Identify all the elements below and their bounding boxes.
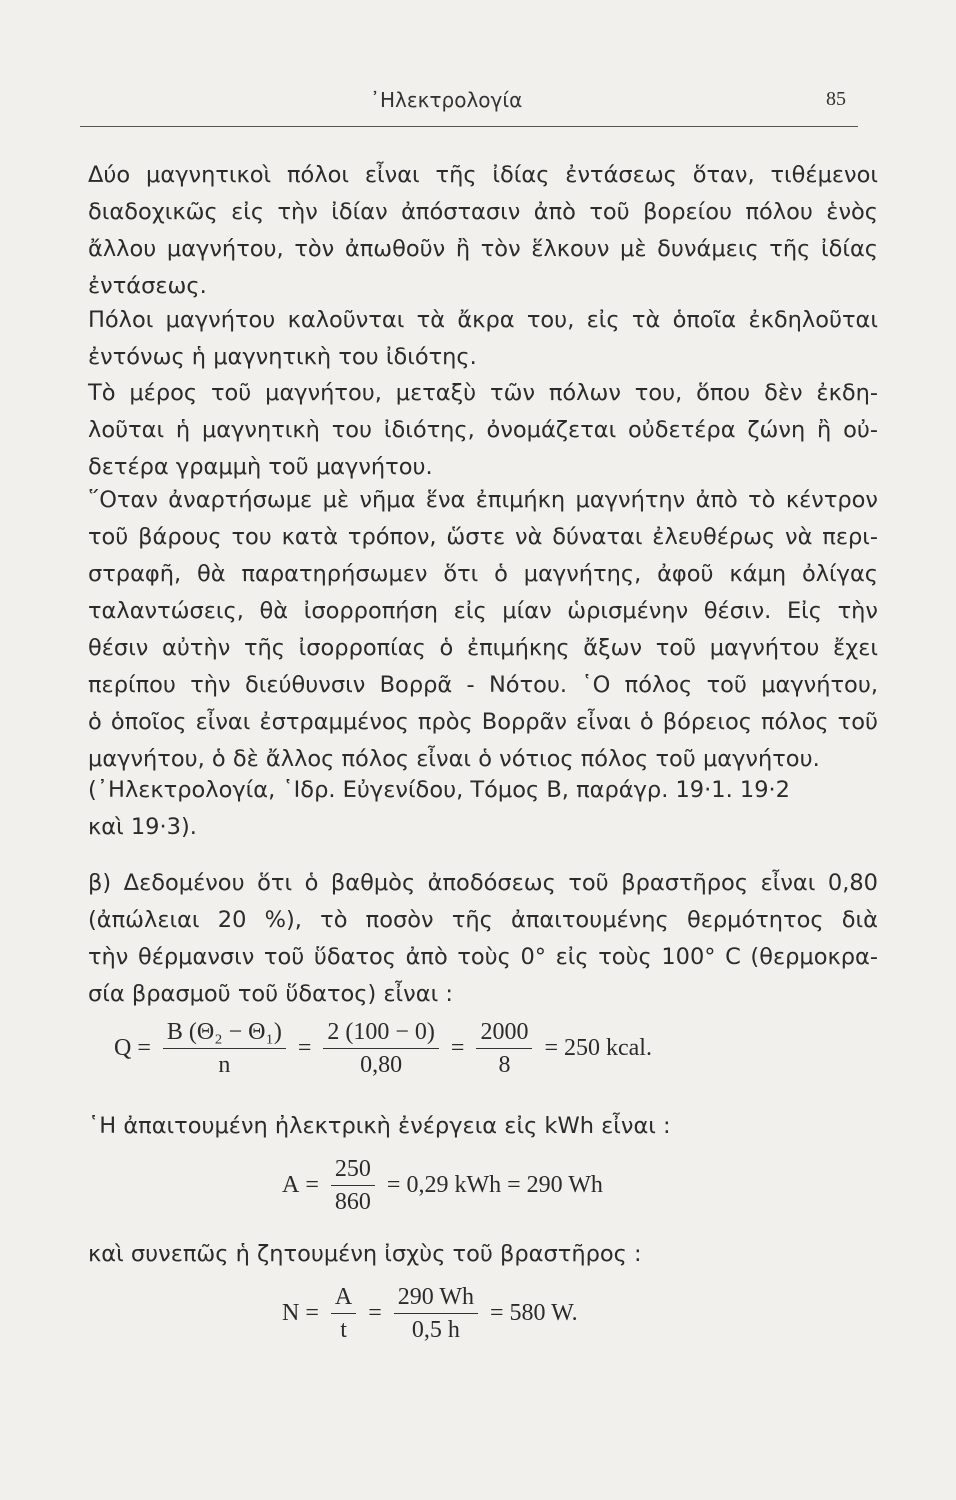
denominator: n — [218, 1052, 231, 1078]
fraction — [331, 1155, 375, 1216]
text-line: σία βρασμοῦ τοῦ ὕδατος) εἶναι : — [88, 981, 453, 1007]
formula-result: 0,29 kWh = 290 Wh — [406, 1172, 603, 1198]
denominator: 0,5 h — [411, 1317, 460, 1343]
text-line: Τὸ μέρος τοῦ μαγνήτου, μεταξὺ τῶν πόλων του, ὅπου δὲν ἐκδη- — [88, 380, 878, 406]
equals-sign: = — [305, 1300, 319, 1326]
text-line: (᾽Ηλεκτρολογία, ῾Ιδρ. Εὐγενίδου, Τόμος Β, παράγρ. 19·1. 19·2 — [88, 777, 790, 803]
text-line: καὶ 19·3). — [88, 814, 197, 840]
denominator: 8 — [498, 1052, 511, 1078]
header-divider — [80, 126, 858, 127]
text-line: β) Δεδομένου ὅτι ὁ βαθμὸς ἀποδόσεως τοῦ βραστῆρος εἶναι 0,80 — [88, 870, 878, 896]
text-line: τὴν θέρμανσιν τοῦ ὕδατος ἀπὸ τοὺς 0° εἰς τοὺς 100° C (θερμοκρα- — [88, 944, 878, 970]
text-line: ῾Η ἀπαιτουμένη ἠλεκτρικὴ ἐνέργεια εἰς kWh εἶναι : — [88, 1113, 671, 1139]
paragraph-neutral-zone — [88, 375, 878, 486]
formula-lhs: A — [282, 1172, 300, 1198]
paragraph-part-b — [88, 865, 878, 1013]
fraction — [323, 1018, 439, 1079]
formula-result: 580 W. — [509, 1300, 578, 1326]
numerator: A — [331, 1283, 356, 1314]
formula-lhs: N — [282, 1300, 300, 1326]
text-line: ἐντόνως ἡ μαγνητικὴ του ἰδιότης. — [88, 344, 477, 370]
text-line: Δύο μαγνητικοὶ πόλοι εἶναι τῆς ἰδίας ἐντάσεως ὅταν, τιθέμενοι — [88, 162, 878, 188]
paragraph-magnet-poles — [88, 302, 878, 376]
formula-result: 250 kcal. — [564, 1035, 652, 1061]
denominator: 0,80 — [360, 1052, 403, 1078]
numerator: B (Θ₂ − Θ₁) — [163, 1018, 286, 1049]
fraction — [394, 1283, 478, 1344]
numerator: 2000 — [476, 1018, 532, 1049]
energy-intro — [88, 1108, 878, 1145]
fraction — [163, 1018, 286, 1079]
numerator: 2 (100 − 0) — [323, 1018, 439, 1049]
power-intro — [88, 1236, 878, 1273]
text-line: καὶ συνεπῶς ἡ ζητουμένη ἰσχὺς τοῦ βραστῆρος : — [88, 1241, 642, 1267]
denominator: t — [340, 1317, 347, 1343]
text-line: ταλαντώσεις, θὰ ἰσορροπήση εἰς μίαν ὡρισμένην θέσιν. Εἰς τὴν — [88, 598, 878, 624]
equals-sign: = — [544, 1035, 558, 1061]
text-line: Πόλοι μαγνήτου καλοῦνται τὰ ἄκρα του, εἰς τὰ ὁποῖα ἐκδηλοῦται — [88, 307, 878, 333]
numerator: 250 — [331, 1155, 375, 1186]
formula-energy — [282, 1155, 603, 1216]
text-line: ὁ ὁποῖος εἶναι ἐστραμμένος πρὸς Βορρᾶν εἶναι ὁ βόρειος πόλος τοῦ — [88, 709, 878, 735]
paragraph-suspended-magnet — [88, 482, 878, 778]
equals-sign: = — [137, 1035, 151, 1061]
text-line: διαδοχικῶς εἰς τὴν ἰδίαν ἀπόστασιν ἀπὸ τοῦ βορείου πόλου ἑνὸς — [88, 199, 878, 225]
formula-heat-quantity — [114, 1018, 652, 1079]
fraction — [331, 1283, 356, 1344]
page-number: 85 — [826, 88, 846, 110]
text-line: λοῦται ἡ μαγνητικὴ του ἰδιότης, ὀνομάζεται οὐδετέρα ζώνη ἢ οὐ- — [88, 417, 878, 443]
text-line: (ἀπώλειαι 20 %), τὸ ποσὸν τῆς ἀπαιτουμένης θερμότητος διὰ — [88, 907, 878, 933]
text-line: ἐντάσεως. — [88, 273, 207, 299]
numerator: 290 Wh — [394, 1283, 478, 1314]
text-line: ῞Οταν ἀναρτήσωμε μὲ νῆμα ἕνα ἐπιμήκη μαγνήτην ἀπὸ τὸ κέντρον — [88, 487, 878, 513]
text-line: δετέρα γραμμὴ τοῦ μαγνήτου. — [88, 454, 433, 480]
running-header-title: ᾽Ηλεκτρολογία — [370, 88, 523, 112]
equals-sign: = — [368, 1300, 382, 1326]
text-line: ἄλλου μαγνήτου, τὸν ἀπωθοῦν ἢ τὸν ἕλκουν μὲ δυνάμεις τῆς ἰδίας — [88, 236, 878, 262]
formula-power — [282, 1283, 578, 1344]
equals-sign: = — [386, 1172, 401, 1198]
text-line: στραφῆ, θὰ παρατηρήσωμεν ὅτι ὁ μαγνήτης, ἀφοῦ κάμη ὀλίγας — [88, 561, 878, 587]
formula-lhs: Q — [114, 1035, 132, 1061]
reference-citation — [88, 772, 878, 846]
equals-sign: = — [305, 1172, 319, 1198]
equals-sign: = — [490, 1300, 504, 1326]
text-line: περίπου τὴν διεύθυνσιν Βορρᾶ - Νότου. ῾Ο πόλος τοῦ μαγνήτου, — [88, 672, 878, 698]
fraction — [476, 1018, 532, 1079]
paragraph-pole-strength — [88, 157, 878, 305]
equals-sign: = — [297, 1035, 312, 1061]
equals-sign: = — [450, 1035, 465, 1061]
text-line: τοῦ βάρους του κατὰ τρόπον, ὥστε νὰ δύναται ἐλευθέρως νὰ περι- — [88, 524, 878, 550]
text-line: μαγνήτου, ὁ δὲ ἄλλος πόλος εἶναι ὁ νότιος πόλος τοῦ μαγνήτου. — [88, 746, 820, 772]
denominator: 860 — [334, 1189, 371, 1215]
text-line: θέσιν αὐτὴν τῆς ἰσορροπίας ὁ ἐπιμήκης ἄξων τοῦ μαγνήτου ἔχει — [88, 635, 878, 661]
